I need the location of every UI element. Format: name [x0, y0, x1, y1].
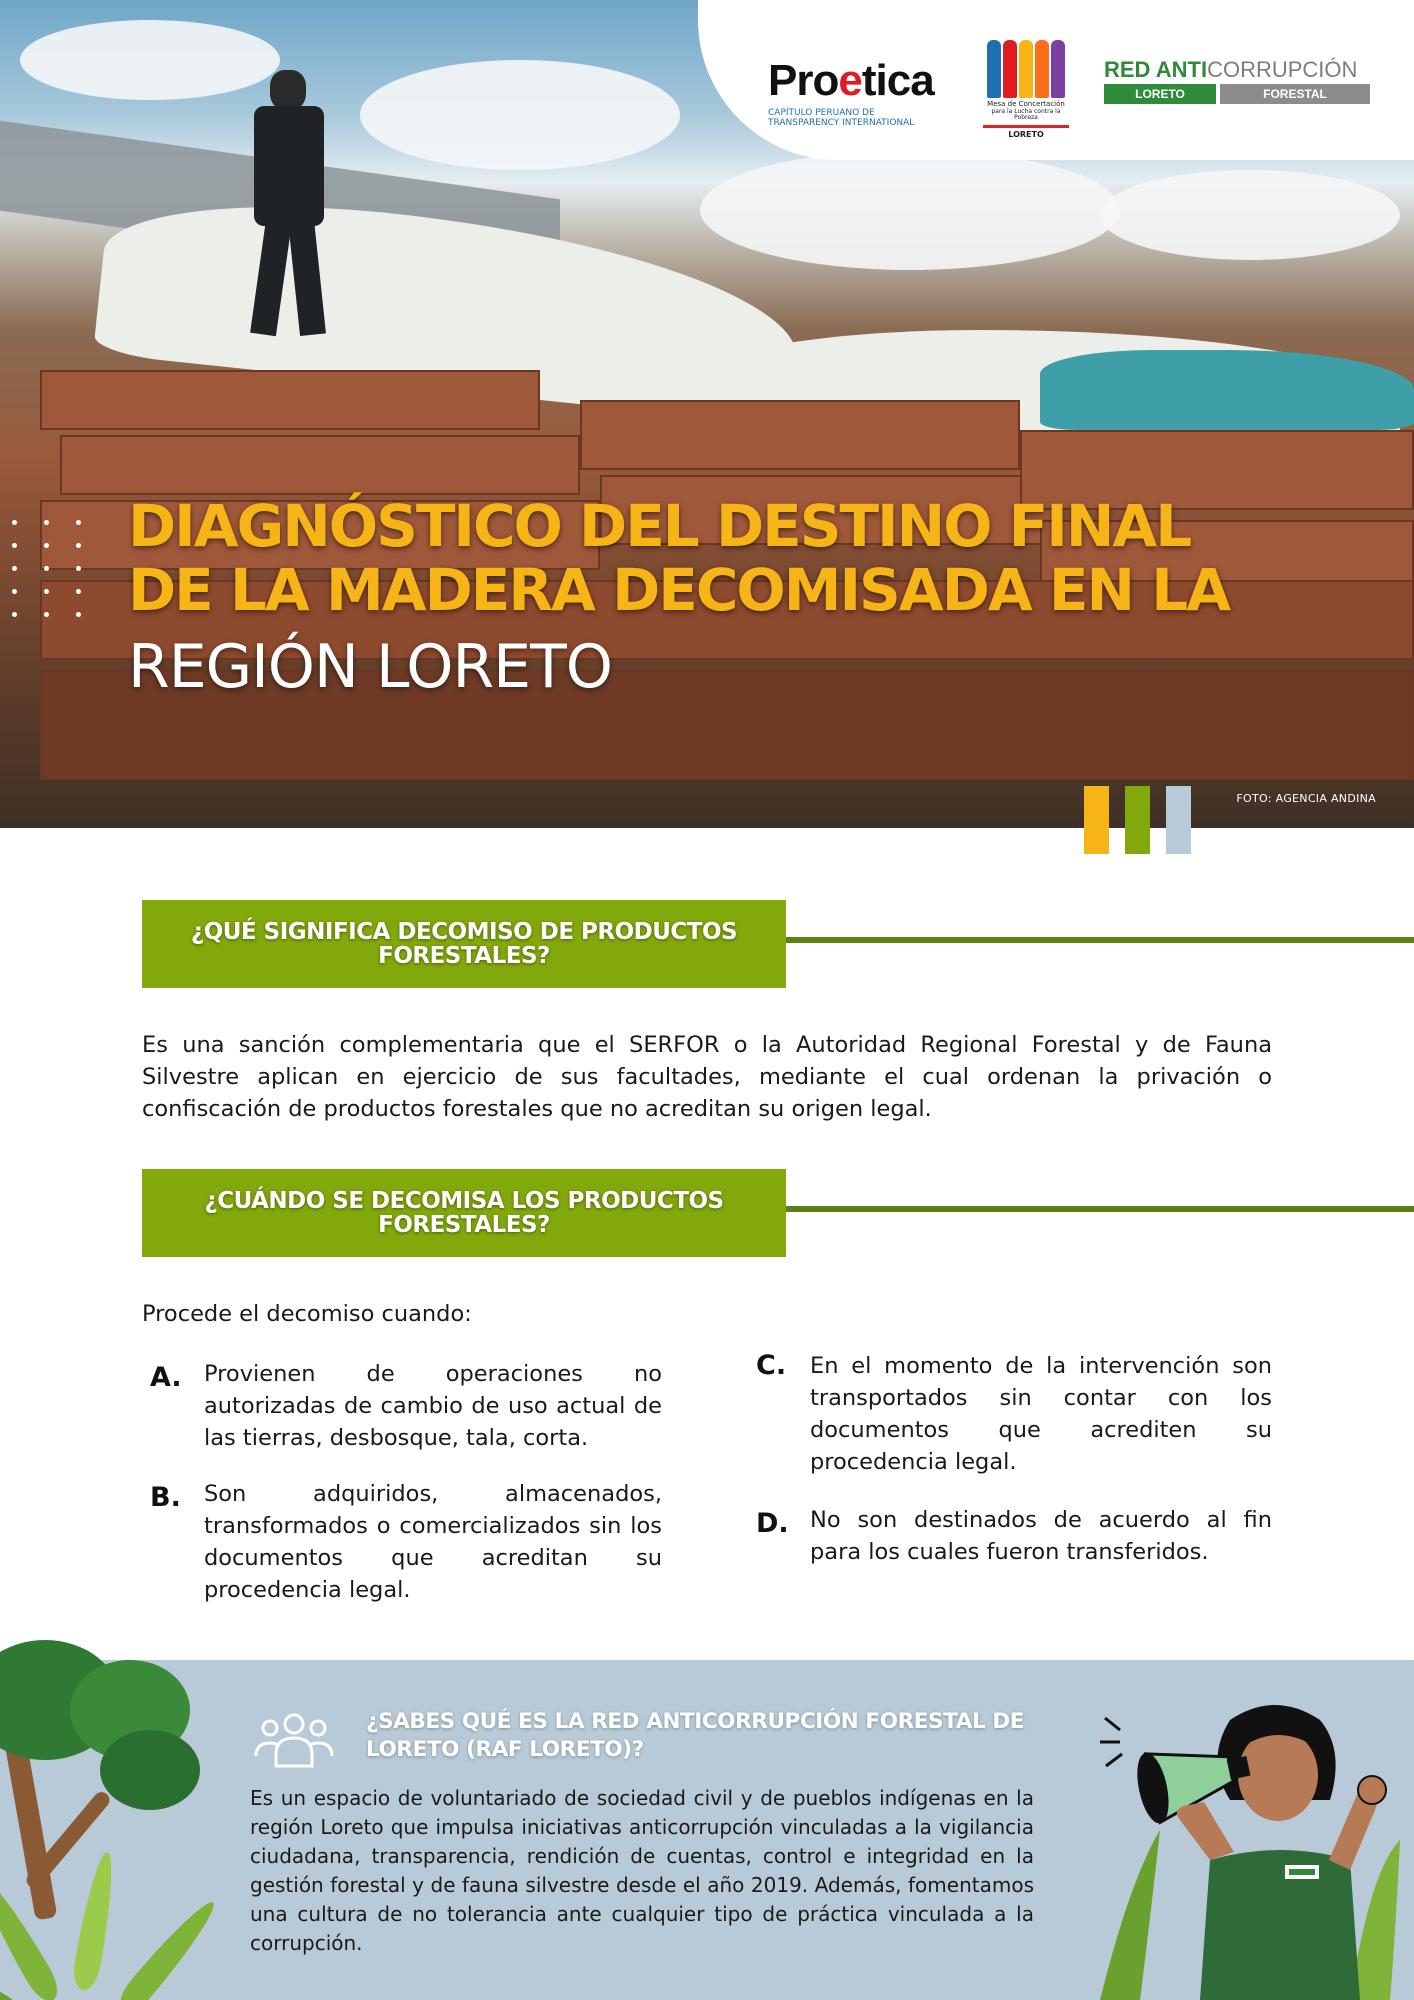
proetica-logo: Proetica CAPÍTULO PERUANO DE TRANSPARENCY INTERNATIONAL [768, 56, 934, 128]
list-letter: C. [756, 1350, 787, 1381]
section-2-heading: ¿CUÁNDO SE DECOMISA LOS PRODUCTOS FORESTALES? [142, 1169, 786, 1257]
hero-photo [0, 0, 1414, 828]
page-title-line-2: DE LA MADERA DECOMISADA EN LA [128, 556, 1230, 624]
section-2-intro: Procede el decomiso cuando: [142, 1301, 472, 1327]
section-2-rule [786, 1206, 1414, 1212]
footer-text: Es un espacio de voluntariado de sociedad civil y de pueblos indígenas en la región Loreto que impulsa iniciativas anticorrupción vinculadas a la vigilancia ciudadana, transparencia, rendición de cuentas, control e integridad en la gestión forestal y de fauna silvestre desde el año 2019. Además, fomentamos una cultura de no tolerancia ante cualquier tipo de práctica vinculada a la corrupción. [250, 1786, 1034, 1955]
officer-figure [230, 70, 340, 340]
cloud-shape [700, 150, 1120, 270]
list-letter: A. [150, 1362, 182, 1393]
list-item-c [752, 1350, 1272, 1480]
blue-bar [1166, 786, 1191, 854]
list-text: Son adquiridos, almacenados, transformados o comercializados sin los documentos que acreditan su procedencia legal. [204, 1481, 662, 1603]
section-1-text: Es una sanción complementaria que el SERFOR o la Autoridad Regional Forestal y de Fauna Silvestre aplican en ejercicio de sus facultades, mediante el cual ordenan la privación o confiscación de productos forestales que no acreditan su origen legal. [142, 1032, 1272, 1122]
decorative-dots [12, 520, 90, 617]
list-text: En el momento de la intervención son transportados sin contar con los documentos que acrediten su procedencia legal. [810, 1353, 1272, 1475]
color-bars [1084, 786, 1191, 854]
list-item-b [142, 1478, 662, 1608]
page-title-line-1: DIAGNÓSTICO DEL DESTINO FINAL [128, 492, 1191, 560]
mesa-concertacion-logo: Mesa de Concertación para la Lucha contra la Pobreza LORETO [983, 40, 1069, 139]
section-1-heading: ¿QUÉ SIGNIFICA DECOMISO DE PRODUCTOS FORESTALES? [142, 900, 786, 988]
tree-canopy [100, 1730, 200, 1810]
cloud-shape [1100, 170, 1400, 260]
red-anticorrupcion-logo: RED ANTICORRUPCIÓN LORETO FORESTAL [1104, 57, 1374, 104]
list-letter: B. [150, 1482, 181, 1513]
yellow-bar [1084, 786, 1109, 854]
page-title-line-3: REGIÓN LORETO [128, 632, 612, 702]
list-text: Provienen de operaciones no autorizadas de cambio de uso actual de las tierras, desbosque, tala, corta. [204, 1361, 662, 1451]
footer-title: ¿SABES QUÉ ES LA RED ANTICORRUPCIÓN FORESTAL DE LORETO (RAF LORETO)? [366, 1709, 1025, 1762]
list-item-d [752, 1504, 1272, 1574]
girl-megaphone-illustration [1100, 1690, 1400, 2000]
list-item-a [142, 1358, 662, 1458]
list-letter: D. [756, 1508, 789, 1539]
list-text: No son destinados de acuerdo al fin para los cuales fueron transferidos. [810, 1507, 1272, 1565]
photo-credit: FOTO: AGENCIA ANDINA [1236, 792, 1376, 805]
green-bar [1125, 786, 1150, 854]
section-1-rule [786, 937, 1414, 943]
people-group-icon [254, 1710, 334, 1770]
cloud-shape [360, 60, 680, 170]
